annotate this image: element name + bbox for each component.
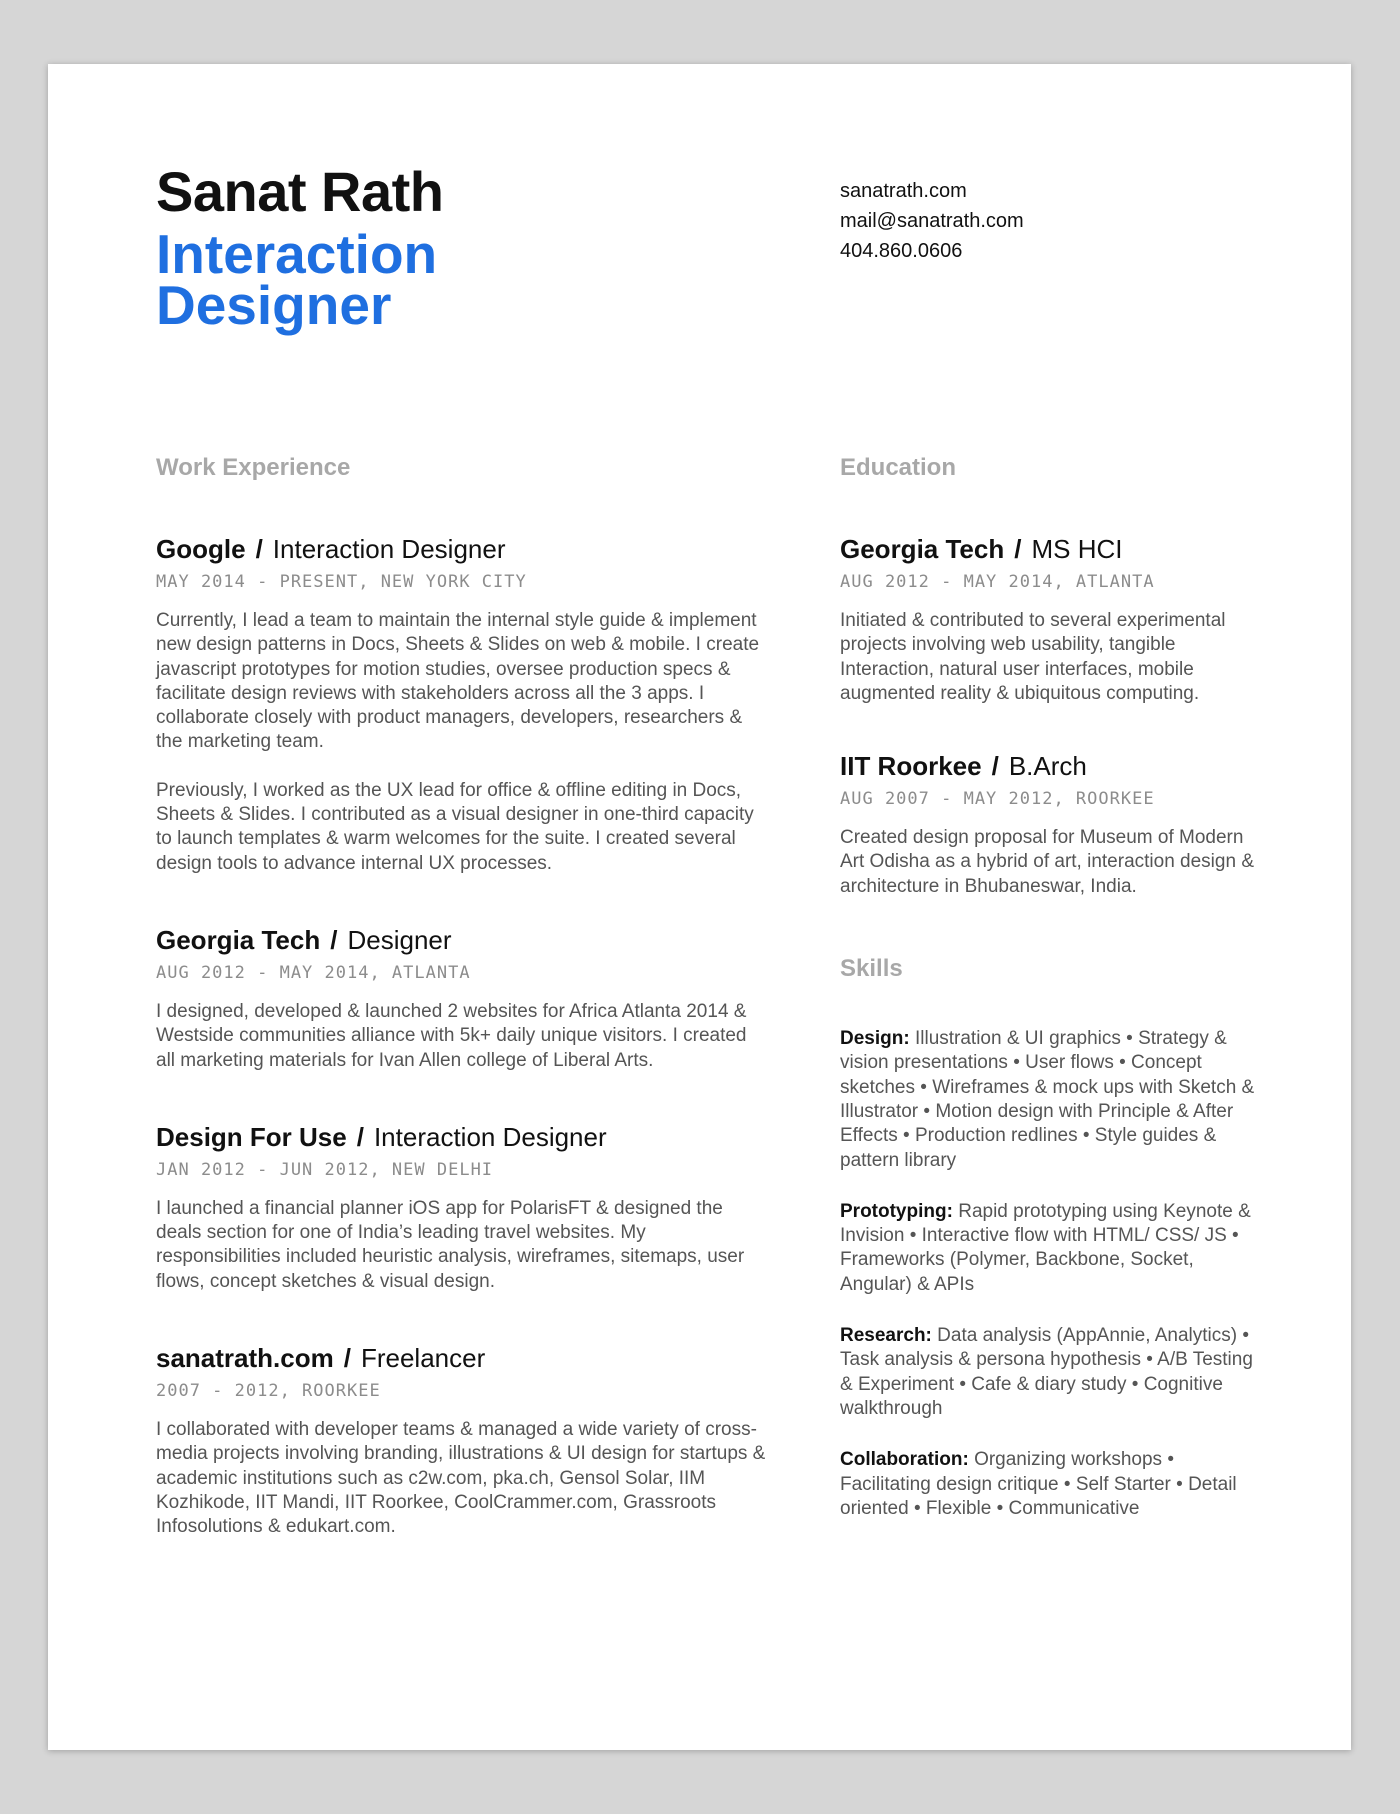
education-heading: Education: [840, 454, 957, 481]
skill-label: Design:: [840, 1028, 910, 1050]
entry-org: Georgia Tech: [840, 534, 1005, 564]
skills-list: [840, 1027, 1260, 1521]
skill-group-research: [840, 1324, 1260, 1421]
resume-page: [48, 64, 1351, 1750]
skill-text: Organizing workshops • Facilitating design critique • Self Starter • Detail oriented • Flexible • Communicative: [840, 1449, 1237, 1519]
skill-group-prototyping: [840, 1200, 1260, 1297]
entry-degree: B.Arch: [1008, 751, 1087, 782]
entry-heading: [156, 924, 766, 956]
contact-website-link[interactable]: sanatrath.com: [840, 180, 967, 202]
skill-group-design: [840, 1027, 1260, 1173]
entry-heading: [156, 1121, 766, 1153]
entry-org: IIT Roorkee: [840, 751, 982, 782]
work-experience-section: [156, 454, 766, 1540]
entry-description: [156, 609, 766, 876]
entry-dates-location: MAY 2014 - PRESENT, NEW YORK CITY: [156, 572, 527, 592]
separator: /: [330, 924, 338, 955]
work-experience-heading: Work Experience: [156, 454, 351, 481]
skill-text: Illustration & UI graphics • Strategy & vision presentations • User flows • Concept sketches • Wireframes & mock ups with Sketch & Illustrator • Motion design with Principle & After Effects • Production redlines • Style guides & pattern library: [840, 1028, 1255, 1171]
entry-description: [156, 1197, 766, 1294]
entry-paragraph: Previously, I worked as the UX lead for office & offline editing in Docs, Sheets & Slides. I contributed as a visual designer in one-third capacity to launch templates & warm welcomes for the suite. I created several design tools to advance internal UX processes.: [156, 779, 754, 874]
separator: /: [1014, 534, 1022, 564]
skills-heading: Skills: [840, 955, 903, 983]
entry-org: Design For Use: [156, 1121, 347, 1152]
entry-description: Created design proposal for Museum of Modern Art Odisha as a hybrid of art, interaction design & architecture in Bhubaneswar, India.: [840, 827, 1254, 897]
entry-role: Designer: [347, 924, 452, 955]
entry-description: [156, 1418, 766, 1539]
entry-paragraph: I collaborated with developer teams & managed a wide variety of cross-media projects involving branding, illustrations & UI design for startups & academic institutions such as c2w.com, pka.ch, Gensol Solar, IIM Kozhikode, IIT Mandi, IIT Roorkee, CoolCrammer.com, Grassroots Infosolutions & edukart.com.: [156, 1419, 766, 1538]
entry-paragraph: I launched a financial planner iOS app for PolarisFT & designed the deals section for one of India’s leading travel websites. My responsibilities included heuristic analysis, wireframes, sitemaps, user flows, concept sketches & visual design.: [156, 1197, 745, 1292]
skill-label: Collaboration:: [840, 1449, 969, 1471]
resume-role-title: Interaction Designer: [156, 223, 438, 336]
contact-phone: 404.860.0606: [840, 240, 963, 262]
entry-paragraph: I designed, developed & launched 2 websites for Africa Atlanta 2014 & Westside communities alliance with 5k+ daily unique visitors. I created all marketing materials for Ivan Allen college of Liberal Arts.: [156, 1000, 747, 1071]
entry-dates-location: JAN 2012 - JUN 2012, NEW DELHI: [156, 1159, 494, 1180]
entry-heading: [156, 1342, 766, 1374]
entry-heading: [840, 533, 1260, 565]
entry-dates-location: 2007 - 2012, ROORKEE: [156, 1381, 381, 1402]
entry-description: [156, 1000, 766, 1073]
entry-dates-location: AUG 2012 - MAY 2014, ATLANTA: [840, 572, 1155, 592]
work-entry-google: [156, 533, 766, 876]
skill-label: Research:: [840, 1325, 932, 1347]
skill-text: Rapid prototyping using Keynote & Invision • Interactive flow with HTML/ CSS/ JS • Frameworks (Polymer, Backbone, Socket, Angular) & APIs: [840, 1200, 1251, 1295]
contact-email-link[interactable]: mail@sanatrath.com: [840, 210, 1024, 232]
separator: /: [343, 1343, 351, 1374]
contact-block: [840, 176, 1024, 266]
separator: /: [356, 1121, 364, 1152]
skill-label: Prototyping:: [840, 1200, 953, 1222]
separator: /: [255, 534, 263, 564]
work-entry-sanatrath: [156, 1342, 766, 1539]
entry-dates-location: AUG 2007 - MAY 2012, ROORKEE: [840, 789, 1155, 810]
skill-text: Data analysis (AppAnnie, Analytics) • Task analysis & persona hypothesis • A/B Testing & Experiment • Cafe & diary study • Cognitive walkthrough: [840, 1325, 1253, 1419]
resume-name: Sanat Rath: [156, 160, 444, 223]
entry-heading: [840, 750, 1260, 782]
entry-role: Interaction Designer: [272, 534, 506, 564]
right-column: [840, 454, 1260, 1521]
entry-paragraph: Currently, I lead a team to maintain the internal style guide & implement new design patterns in Docs, Sheets & Slides on web & mobile. I create javascript prototypes for motion studies, oversee production specs & facilitate design reviews with stakeholders across all the 3 apps. I collaborate closely with product managers, developers, researchers & the marketing team.: [156, 610, 760, 753]
work-entry-design-for-use: [156, 1121, 766, 1294]
work-entry-georgia-tech: [156, 924, 766, 1073]
entry-org: sanatrath.com: [156, 1343, 334, 1374]
separator: /: [991, 751, 999, 782]
entry-dates-location: AUG 2012 - MAY 2014, ATLANTA: [156, 962, 471, 983]
entry-heading: [156, 533, 766, 565]
entry-description: Initiated & contributed to several experimental projects involving web usability, tangible Interaction, natural user interfaces, mobile augmented reality & ubiquitous computing.: [840, 610, 1226, 704]
entry-org: Google: [156, 534, 246, 564]
entry-org: Georgia Tech: [156, 924, 321, 955]
education-entry-georgia-tech: [840, 533, 1260, 706]
entry-role: Interaction Designer: [373, 1121, 607, 1152]
entry-degree: MS HCI: [1031, 534, 1123, 564]
education-entry-iit-roorkee: [840, 750, 1260, 899]
skill-group-collaboration: [840, 1448, 1260, 1521]
entry-role: Freelancer: [360, 1343, 486, 1374]
